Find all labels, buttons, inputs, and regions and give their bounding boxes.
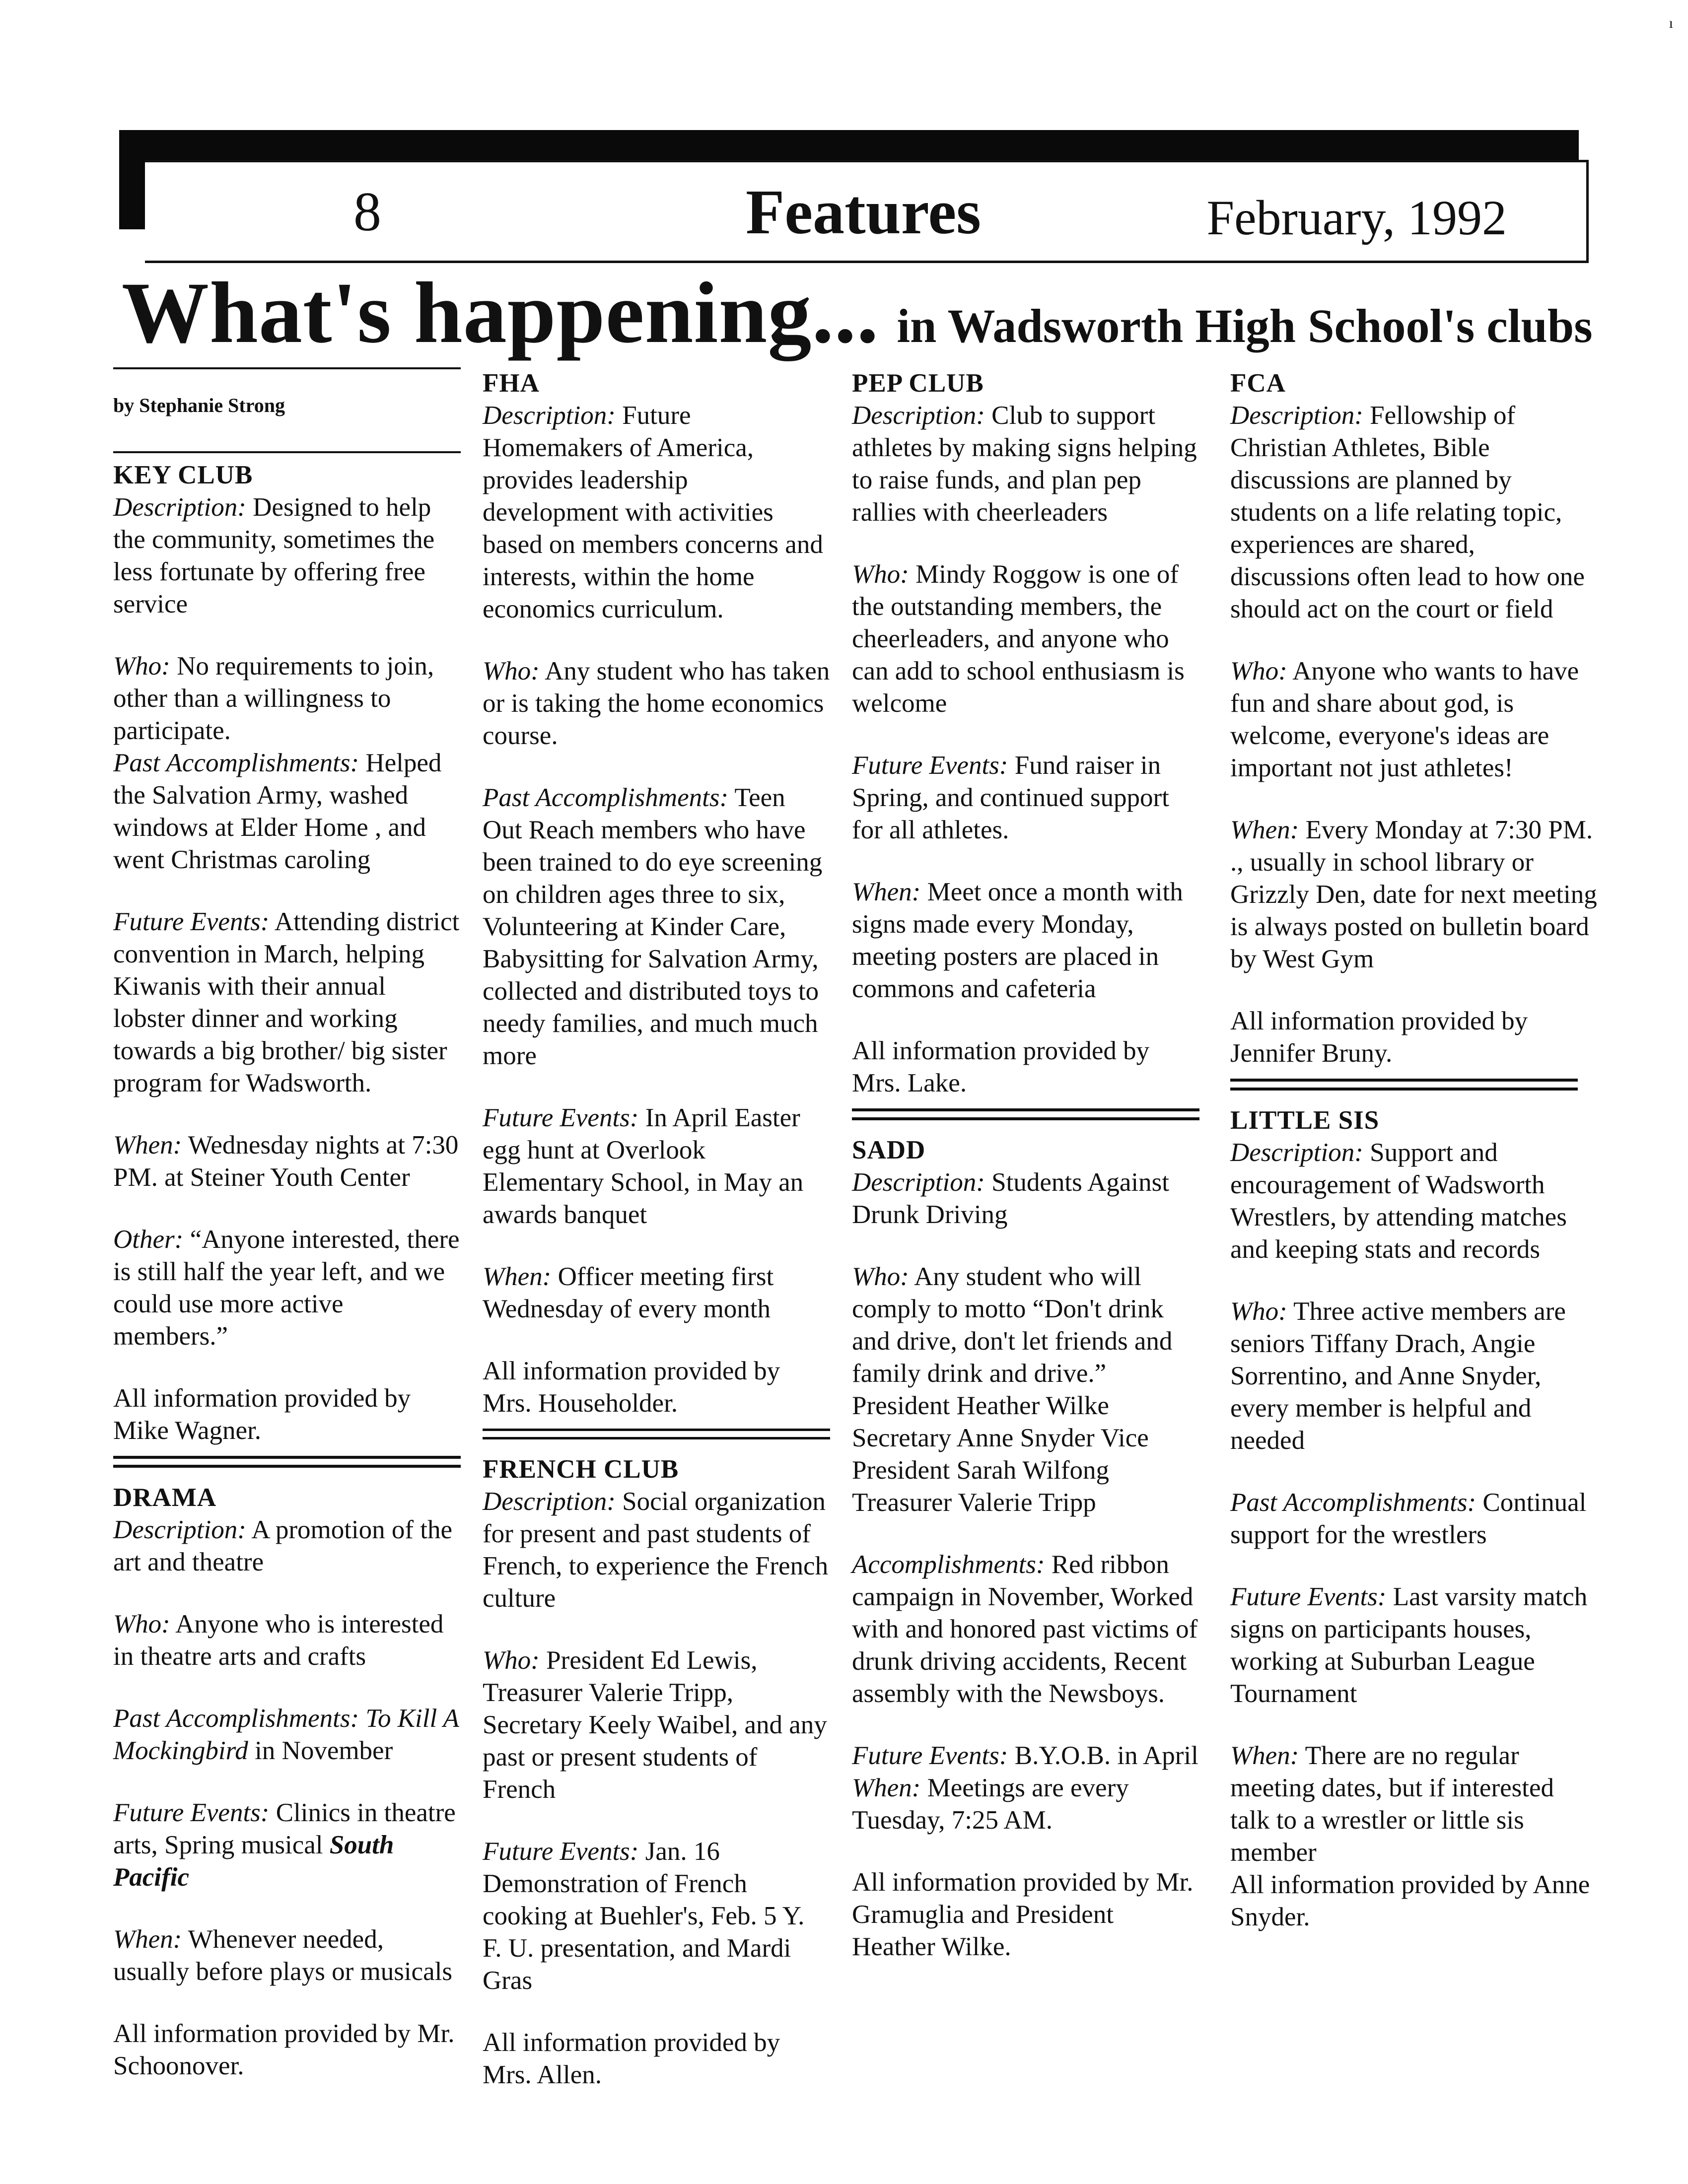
club-past: Past Accomplishments: Continual support for the wrestlers — [1230, 1488, 1587, 1549]
club-who: Who: Anyone who wants to have fun and share about god, is welcome, everyone's ideas are important not just athletes! — [1230, 657, 1579, 782]
section-divider — [113, 1456, 461, 1468]
issue-date: February, 1992 — [1206, 190, 1507, 245]
club-past: Past Accomplishments: Helped the Salvation Army, washed windows at Elder Home , and went Christmas caroling — [113, 749, 442, 874]
header-bar — [119, 130, 1579, 160]
club-future: Future Events: Jan. 16 Demonstration of French cooking at Buehler's, Feb. 5 Y. F. U. presentation, and Mardi Gras — [483, 1837, 805, 1995]
club-future: Future Events: B.Y.O.B. in April — [852, 1741, 1198, 1770]
section-title: Features — [746, 177, 981, 247]
club-future: Future Events: Last varsity match signs on participants houses, working at Suburban League Tournament — [1230, 1582, 1588, 1708]
club-info: All information provided by Mr. Gramuglia and President Heather Wilke. — [852, 1868, 1194, 1961]
byline-rule — [113, 367, 461, 369]
club-future: Future Events: Attending district convention in March, helping Kiwanis with their annual lobster dinner and working towards a big brother/ big sister program for Wadsworth. — [113, 907, 460, 1097]
club-french — [483, 1453, 830, 2091]
club-name: PEP CLUB — [852, 369, 984, 398]
club-other: Other: “Anyone interested, there is still half the year left, and we could use more active members.” — [113, 1225, 460, 1351]
club-who: Who: Any student who has taken or is taking the home economics course. — [483, 657, 830, 750]
section-divider — [1230, 1079, 1578, 1091]
club-description: Description: Future Homemakers of America, provides leadership development with activities based on members concerns and interests, within the home economics curriculum. — [483, 401, 823, 623]
page-number: 8 — [353, 181, 381, 243]
club-when: When: Wednesday nights at 7:30 PM. at Steiner Youth Center — [113, 1131, 459, 1192]
club-name: FHA — [483, 369, 540, 398]
club-name: DRAMA — [113, 1483, 217, 1512]
club-when: When: Officer meeting first Wednesday of every month — [483, 1262, 774, 1323]
club-when: When: There are no regular meeting dates, but if interested talk to a wrestler or little sis member — [1230, 1741, 1554, 1867]
club-when: When: Meet once a month with signs made every Monday, meeting posters are placed in commons and cafeteria — [852, 878, 1183, 1003]
club-who: Who: Mindy Roggow is one of the outstanding members, the cheerleaders, and anyone who can add to school enthusiasm is welcome — [852, 560, 1185, 718]
club-when: When: Whenever needed, usually before plays or musicals — [113, 1925, 452, 1986]
page-header — [119, 130, 1589, 274]
club-pep — [852, 367, 1199, 1099]
headline-sub: in Wadsworth High School's clubs — [897, 299, 1593, 352]
club-who: Who: President Ed Lewis, Treasurer Valerie Tripp, Secretary Keely Waibel, and any past or present students of French — [483, 1646, 827, 1804]
club-name: LITTLE SIS — [1230, 1106, 1380, 1135]
club-name: FCA — [1230, 369, 1286, 398]
headline — [122, 263, 1593, 363]
club-name: SADD — [852, 1136, 926, 1164]
byline-rule-bottom — [113, 451, 461, 453]
column-4 — [1230, 367, 1598, 1933]
club-name: KEY CLUB — [113, 461, 253, 489]
club-info: All information provided by Mike Wagner. — [113, 1384, 411, 1445]
club-info: All information provided by Mrs. Lake. — [852, 1036, 1150, 1097]
section-divider — [483, 1429, 830, 1439]
club-future: Future Events: In April Easter egg hunt at Overlook Elementary School, in May an awards banquet — [483, 1103, 804, 1229]
byline: by Stephanie Strong — [113, 394, 285, 416]
club-description: Description: Students Against Drunk Driving — [852, 1168, 1169, 1229]
club-info: All information provided by Anne Snyder. — [1230, 1870, 1590, 1931]
club-description: Description: Fellowship of Christian Athletes, Bible discussions are planned by students on a life relating topic, experiences are shared, discussions often lead to how one should act on the court or field — [1230, 401, 1585, 623]
header-box — [145, 160, 1589, 263]
club-description: Description: Club to support athletes by making signs helping to raise funds, and plan pep rallies with cheerleaders — [852, 401, 1197, 527]
corner-mark: ı — [1669, 15, 1673, 31]
club-fca — [1230, 367, 1598, 1070]
club-description: Description: Support and encouragement of Wadsworth Wrestlers, by attending matches and keeping stats and records — [1230, 1138, 1567, 1264]
club-description: Description: A promotion of the art and theatre — [113, 1515, 453, 1576]
column-2 — [483, 367, 830, 2091]
club-info: All information provided by Mr. Schoonover. — [113, 2019, 455, 2080]
club-when: When: Meetings are every Tuesday, 7:25 AM. — [852, 1774, 1129, 1835]
club-name: FRENCH CLUB — [483, 1455, 679, 1484]
club-who: Who: Anyone who is interested in theatre arts and crafts — [113, 1610, 444, 1671]
club-future: Future Events: Fund raiser in Spring, and continued support for all athletes. — [852, 751, 1169, 844]
club-future: Future Events: Clinics in theatre arts, Spring musical South Pacific — [113, 1798, 456, 1892]
headline-main: What's happening... — [122, 265, 879, 361]
club-info: All information provided by Mrs. Allen. — [483, 2028, 780, 2089]
club-sadd — [852, 1134, 1199, 1963]
club-info: All information provided by Mrs. Householder. — [483, 1357, 780, 1418]
club-drama — [113, 1482, 461, 2082]
section-divider — [852, 1108, 1199, 1120]
club-key-club — [113, 459, 461, 1447]
club-who: Who: Any student who will comply to motto “Don't drink and drive, don't let friends and family drink and drive.” President Heather Wilke Secretary Anne Snyder Vice President Sarah Wilfong Treasurer Valerie Tripp — [852, 1262, 1173, 1517]
club-info: All information provided by Jennifer Bruny. — [1230, 1007, 1528, 1068]
club-little-sis — [1230, 1104, 1598, 1933]
club-accomplishments: Accomplishments: Red ribbon campaign in November, Worked with and honored past victims of drunk driving accidents, Recent assembly with the Newsboys. — [852, 1550, 1198, 1708]
club-description: Description: Designed to help the community, sometimes the less fortunate by offering free service — [113, 493, 435, 618]
club-who: Who: No requirements to join, other than a willingness to participate. — [113, 652, 434, 745]
column-1 — [113, 367, 461, 2082]
club-who: Who: Three active members are seniors Tiffany Drach, Angie Sorrentino, and Anne Snyder, every member is helpful and needed — [1230, 1297, 1566, 1455]
club-fha — [483, 367, 830, 1420]
column-3 — [852, 367, 1199, 1963]
club-when: When: Every Monday at 7:30 PM. ., usually in school library or Grizzly Den, date for next meeting is always posted on bulletin board by West Gym — [1230, 816, 1597, 973]
club-past: Past Accomplishments: To Kill A Mockingbird in November — [113, 1704, 459, 1765]
club-past: Past Accomplishments: Teen Out Reach members who have been trained to do eye screening on children ages three to six, Volunteering at Kinder Care, Babysitting for Salvation Army, collected and distributed toys to needy families, and much much more — [483, 783, 823, 1070]
header-bar-left — [119, 130, 145, 229]
club-description: Description: Social organization for present and past students of French, to experience the French culture — [483, 1487, 829, 1613]
